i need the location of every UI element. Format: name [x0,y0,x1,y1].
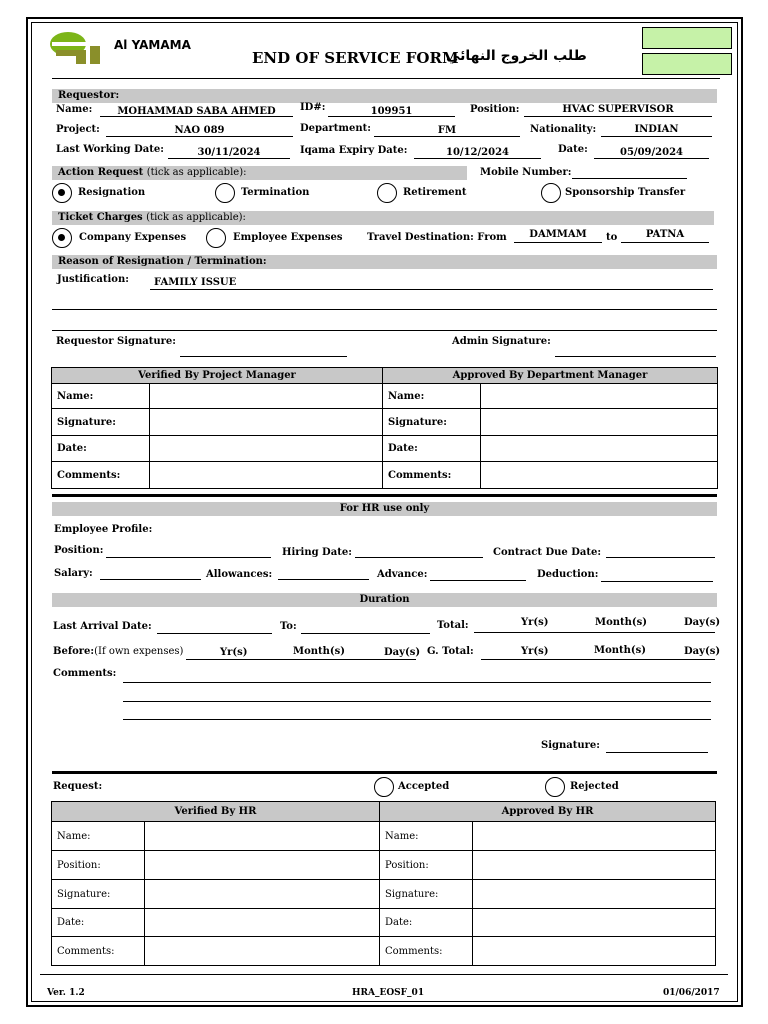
salary-field[interactable] [100,579,201,580]
ticket-charges-bar: Ticket Charges (tick as applicable): [52,211,714,225]
before-field[interactable] [186,659,416,660]
approved-by-hr-header: Approved By HR [380,802,716,822]
green-box-top [642,27,732,49]
hr-approval-table [51,801,716,966]
dm-name-field[interactable] [481,384,718,409]
dm-signature-label: Signature: [383,409,481,436]
department-field[interactable]: FM [437,125,457,136]
employee-expenses-label: Employee Expenses [233,232,343,243]
approved-by-dm-header: Approved By Department Manager [383,368,718,384]
id-field[interactable]: 109951 [370,106,413,117]
hr-position-field[interactable] [106,557,271,558]
to-field[interactable] [301,633,430,634]
travel-from-field[interactable]: DAMMAM [529,229,587,240]
mobile-number-field[interactable] [572,178,687,179]
hr-verify-signature-field[interactable] [145,880,380,909]
justification-field[interactable]: FAMILY ISSUE [154,277,237,288]
hiring-date-label: Hiring Date: [282,547,352,558]
allowances-field[interactable] [278,579,369,580]
requestor-section-bar: Requestor: [52,89,717,103]
hr-position-label: Position: [54,545,104,556]
pm-name-label: Name: [52,384,150,409]
hr-verify-position-label: Position: [52,851,145,880]
last-arrival-date-label: Last Arrival Date: [53,621,152,632]
hr-approve-comments-field[interactable] [473,937,716,966]
nationality-label: Nationality: [530,124,597,135]
admin-signature-field[interactable] [555,356,716,357]
before-label: Before:(If own expenses) [53,646,184,657]
position-label: Position: [470,104,520,115]
admin-signature-label: Admin Signature: [452,336,551,347]
hr-signature-label: Signature: [541,740,600,751]
accepted-label: Accepted [398,781,450,792]
hr-verify-signature-label: Signature: [52,880,145,909]
form-title-arabic: طلب الخروج النهائي [446,48,587,64]
total-days-label: Day(s) [684,617,721,628]
form-code: HRA_EOSF_01 [352,988,425,998]
pm-name-field[interactable] [150,384,383,409]
allowances-label: Allowances: [206,569,273,580]
hr-approve-name-field[interactable] [473,822,716,851]
hr-approve-date-label: Date: [380,909,473,937]
to-label: To: [280,621,297,632]
resignation-label: Resignation [78,187,146,198]
reason-section-bar: Reason of Resignation / Termination: [52,255,717,269]
employee-expenses-radio[interactable] [206,228,226,248]
sponsorship-transfer-label: Sponsorship Transfer [565,187,686,198]
hr-section-bar: For HR use only [52,502,717,516]
rejected-radio[interactable] [545,777,565,797]
dm-comments-label: Comments: [383,462,481,489]
mobile-number-label: Mobile Number: [480,167,572,178]
manager-approval-table [51,367,718,489]
hr-approve-date-field[interactable] [473,909,716,937]
advance-field[interactable] [430,580,526,581]
termination-label: Termination [241,187,310,198]
pm-comments-field[interactable] [150,462,383,489]
hr-approve-signature-label: Signature: [380,880,473,909]
gtotal-years-label: Yr(s) [521,646,549,657]
hr-verify-date-label: Date: [52,909,145,937]
header-divider [52,78,720,79]
action-request-bar: Action Request (tick as applicable): [52,166,467,180]
hr-comments-line-2[interactable] [123,701,711,702]
date-field[interactable]: 05/09/2024 [620,147,683,158]
request-label: Request: [53,781,103,792]
project-field[interactable]: NAO 089 [174,125,225,136]
hr-comments-label: Comments: [53,668,117,679]
gtotal-months-label: Month(s) [594,645,646,656]
form-title: END OF SERVICE FORM [252,49,459,67]
rejected-label: Rejected [570,781,619,792]
version-label: Ver. 1.2 [47,988,85,998]
requestor-signature-field[interactable] [180,356,347,357]
pm-comments-label: Comments: [52,462,150,489]
last-arrival-date-field[interactable] [157,633,272,634]
hr-verify-name-label: Name: [52,822,145,851]
deduction-label: Deduction: [537,569,599,580]
hr-comments-line-1[interactable] [123,682,711,683]
hr-verify-date-field[interactable] [145,909,380,937]
contract-due-date-label: Contract Due Date: [493,547,602,558]
accepted-radio[interactable] [374,777,394,797]
date-label: Date: [558,144,588,155]
total-field[interactable] [474,632,715,633]
department-label: Department: [300,123,371,134]
iqama-expiry-field[interactable]: 10/12/2024 [446,147,509,158]
before-years-label: Yr(s) [220,647,248,658]
salary-label: Salary: [54,568,93,579]
total-months-label: Month(s) [595,617,647,628]
pm-date-field[interactable] [150,436,383,462]
justification-label: Justification: [57,274,129,285]
resignation-radio[interactable] [52,183,72,203]
advance-label: Advance: [377,569,428,580]
hr-approve-position-field[interactable] [473,851,716,880]
verified-by-pm-header: Verified By Project Manager [52,368,383,384]
last-working-date-label: Last Working Date: [56,144,164,155]
hr-verify-position-field[interactable] [145,851,380,880]
sponsorship-transfer-radio[interactable] [541,183,561,203]
contract-due-date-field[interactable] [606,557,715,558]
travel-to-label: to [606,232,618,243]
justification-line-3[interactable] [52,330,717,331]
grand-total-label: G. Total: [427,646,474,657]
hr-verify-name-field[interactable] [145,822,380,851]
nationality-field[interactable]: INDIAN [634,124,679,135]
iqama-expiry-label: Iqama Expiry Date: [300,145,408,156]
hr-verify-comments-field[interactable] [145,937,380,966]
company-name: Al YAMAMA [114,38,191,52]
hr-approve-signature-field[interactable] [473,880,716,909]
requestor-signature-label: Requestor Signature: [56,336,176,347]
last-working-date-field[interactable]: 30/11/2024 [197,147,261,158]
hiring-date-field[interactable] [355,557,483,558]
hr-approve-name-label: Name: [380,822,473,851]
request-divider [52,771,717,774]
pm-signature-label: Signature: [52,409,150,436]
hr-approve-position-label: Position: [380,851,473,880]
grand-total-field[interactable] [481,659,715,660]
justification-line-2[interactable] [52,309,717,310]
dm-date-label: Date: [383,436,481,462]
dm-comments-field[interactable] [481,462,718,489]
duration-bar: Duration [52,593,717,607]
travel-destination-label: Travel Destination: From [367,232,507,243]
deduction-field[interactable] [601,581,713,582]
hr-approve-comments-label: Comments: [380,937,473,966]
before-months-label: Month(s) [293,646,345,657]
dm-date-field[interactable] [481,436,718,462]
retirement-radio[interactable] [377,183,397,203]
retirement-label: Retirement [403,187,467,198]
form-date: 01/06/2017 [663,988,720,998]
green-box-bottom [642,53,732,75]
footer-divider [40,974,728,975]
company-logo-icon [46,28,104,68]
name-field[interactable]: MOHAMMAD SABA AHMED [117,106,276,117]
total-label: Total: [437,620,469,631]
hr-comments-line-3[interactable] [123,719,711,720]
company-expenses-radio[interactable] [52,228,72,248]
company-expenses-label: Company Expenses [79,232,187,243]
total-years-label: Yr(s) [521,617,549,628]
pm-date-label: Date: [52,436,150,462]
hr-signature-field[interactable] [606,752,708,753]
employee-profile-label: Employee Profile: [54,524,153,535]
termination-radio[interactable] [215,183,235,203]
position-field[interactable]: HVAC SUPERVISOR [562,104,674,115]
gtotal-days-label: Day(s) [684,646,721,657]
id-label: ID#: [300,102,326,113]
verified-by-hr-header: Verified By HR [52,802,380,822]
travel-to-field[interactable]: PATNA [645,229,685,240]
dm-signature-field[interactable] [481,409,718,436]
dm-name-label: Name: [383,384,481,409]
name-label: Name: [56,104,93,115]
project-label: Project: [56,124,100,135]
hr-divider [52,494,717,497]
hr-verify-comments-label: Comments: [52,937,145,966]
pm-signature-field[interactable] [150,409,383,436]
before-days-label: Day(s) [384,647,421,658]
